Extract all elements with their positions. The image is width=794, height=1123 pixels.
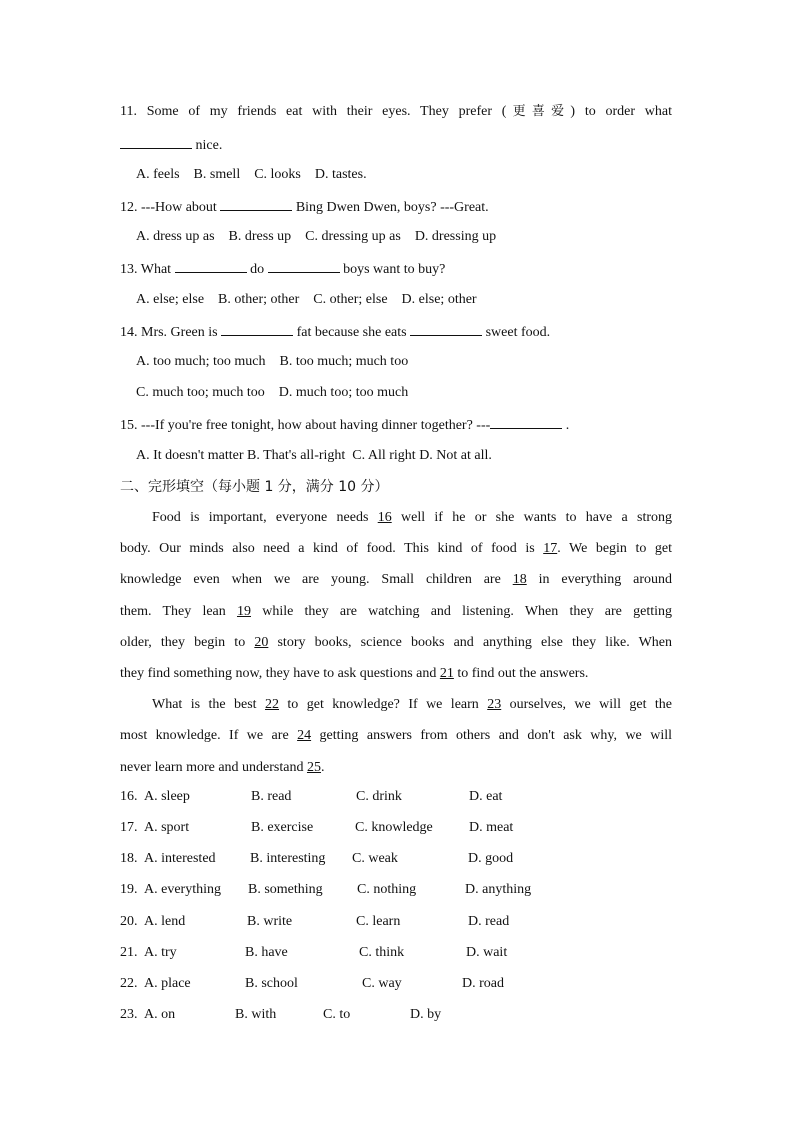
option-d: D. eat: [469, 789, 503, 804]
passage-text: What is the best: [152, 697, 265, 712]
option-number: 22.: [120, 976, 138, 991]
option-a: A. place: [144, 976, 191, 991]
passage-text: to get knowledge? If we learn: [279, 697, 488, 712]
passage-text: older, they begin to: [120, 635, 255, 650]
option-c: C. drink: [356, 789, 402, 804]
cloze-number: 17: [543, 541, 558, 556]
q11-text: 11. Some of my friends eat with their eyes. They prefer (: [120, 104, 507, 119]
option-a: A. sport: [144, 820, 190, 835]
question-14-options-1: A. too much; too much B. too much; much too: [136, 354, 409, 369]
answer-blank[interactable]: [220, 196, 292, 211]
q11-text-end: ) to order what: [570, 104, 672, 119]
q15-text-end: .: [565, 418, 570, 433]
question-13-stem: [120, 258, 445, 278]
option-a: A. try: [144, 945, 177, 960]
q11-chinese: 更喜爱: [506, 104, 571, 119]
answer-blank[interactable]: [120, 134, 192, 149]
passage-text: most knowledge. If we are: [120, 728, 298, 743]
passage-text: never learn more and understand: [120, 760, 307, 775]
answer-blank[interactable]: [410, 321, 482, 336]
q15-text: 15. ---If you're free tonight, how about having dinner together? ---: [120, 418, 491, 433]
option-a: A. interested: [144, 851, 216, 866]
option-number: 19.: [120, 882, 138, 897]
passage-text: well if he or she wants to have a strong: [391, 510, 672, 525]
cloze-number: 16: [377, 510, 392, 525]
option-d: D. good: [468, 851, 514, 866]
option-number: 20.: [120, 914, 138, 929]
answer-blank[interactable]: [490, 414, 562, 429]
question-13-options: A. else; else B. other; other C. other; else D. else; other: [136, 292, 477, 307]
question-12-options: A. dress up as B. dress up C. dressing up as D. dressing up: [136, 229, 497, 244]
question-15-stem: [120, 414, 569, 434]
option-a: A. sleep: [144, 789, 190, 804]
option-c: C. learn: [356, 914, 401, 929]
section-heading: 二、完形填空（每小题 1 分，满分 10 分）: [120, 479, 389, 495]
option-b: B. with: [235, 1007, 277, 1022]
option-b: B. read: [251, 789, 292, 804]
option-c: C. way: [362, 976, 402, 991]
question-11-stem: [120, 102, 672, 122]
option-d: D. anything: [465, 882, 532, 897]
passage-text: Food is important, everyone needs: [152, 510, 378, 525]
passage-text: while they are watching and listening. When they are getting: [250, 604, 672, 619]
answer-blank[interactable]: [175, 258, 247, 273]
option-a: A. lend: [144, 914, 186, 929]
question-12-stem: [120, 196, 489, 216]
option-b: B. interesting: [250, 851, 326, 866]
answer-blank[interactable]: [268, 258, 340, 273]
option-b: B. exercise: [251, 820, 314, 835]
passage-text: knowledge even when we are young. Small children are: [120, 572, 513, 587]
option-number: 17.: [120, 820, 138, 835]
q13-text-mid: do: [250, 262, 265, 277]
option-number: 23.: [120, 1007, 138, 1022]
q13-text: 13. What: [120, 262, 172, 277]
passage-line: [120, 602, 672, 622]
passage-line: [120, 726, 672, 746]
passage-text: them. They lean: [120, 604, 237, 619]
question-14-options-2: C. much too; much too D. much too; too much: [136, 385, 409, 400]
passage-line: [152, 695, 672, 715]
passage-line: [152, 508, 672, 528]
passage-line: [120, 758, 324, 778]
question-11-line2: [120, 134, 222, 154]
option-d: D. read: [468, 914, 510, 929]
option-b: B. something: [248, 882, 323, 897]
cloze-number: 18: [512, 572, 527, 587]
cloze-number: 22: [265, 697, 279, 712]
passage-text: they find something now, they have to ask questions and: [120, 666, 440, 681]
passage-line: [120, 633, 672, 653]
passage-text: ourselves, we will get the: [501, 697, 673, 712]
option-d: D. road: [462, 976, 504, 991]
cloze-number: 25: [306, 760, 321, 775]
passage-text: body. Our minds also need a kind of food. This kind of food is: [120, 541, 544, 556]
option-c: C. nothing: [357, 882, 417, 897]
option-c: C. knowledge: [355, 820, 433, 835]
option-c: C. weak: [352, 851, 398, 866]
answer-blank[interactable]: [221, 321, 293, 336]
passage-text: . We begin to get: [557, 541, 672, 556]
option-c: C. to: [323, 1007, 351, 1022]
passage-text: to find out the answers.: [453, 666, 589, 681]
option-a: A. on: [144, 1007, 176, 1022]
passage-text: getting answers from others and don't ask why, we will: [311, 728, 672, 743]
option-d: D. by: [410, 1007, 442, 1022]
option-number: 18.: [120, 851, 138, 866]
cloze-number: 20: [254, 635, 269, 650]
option-number: 21.: [120, 945, 138, 960]
option-a: A. everything: [144, 882, 221, 897]
cloze-number: 19: [236, 604, 251, 619]
question-11-options: A. feels B. smell C. looks D. tastes.: [136, 167, 367, 182]
option-c: C. think: [359, 945, 405, 960]
passage-text: in everything around: [526, 572, 672, 587]
cloze-number: 21: [439, 666, 454, 681]
passage-line: [120, 664, 588, 684]
q12-text: 12. ---How about: [120, 200, 217, 215]
passage-text: story books, science books and anything else they like. When: [268, 635, 672, 650]
question-15-options: A. It doesn't matter B. That's all-right C. All right D. Not at all.: [136, 448, 492, 463]
cloze-number: 23: [487, 697, 502, 712]
passage-text: .: [320, 760, 325, 775]
option-d: D. meat: [469, 820, 514, 835]
passage-line: [120, 539, 672, 559]
cloze-number: 24: [297, 728, 312, 743]
q14-text-mid: fat because she eats: [296, 325, 407, 340]
q14-text: 14. Mrs. Green is: [120, 325, 218, 340]
question-14-stem: [120, 321, 550, 341]
option-b: B. write: [247, 914, 293, 929]
q12-text-end: Bing Dwen Dwen, boys? ---Great.: [295, 200, 489, 215]
option-b: B. have: [245, 945, 288, 960]
option-b: B. school: [245, 976, 298, 991]
q13-text-end: boys want to buy?: [343, 262, 446, 277]
option-d: D. wait: [466, 945, 508, 960]
option-number: 16.: [120, 789, 138, 804]
passage-line: [120, 570, 672, 590]
q11-line2-text: nice.: [195, 138, 223, 153]
q14-text-end: sweet food.: [485, 325, 551, 340]
